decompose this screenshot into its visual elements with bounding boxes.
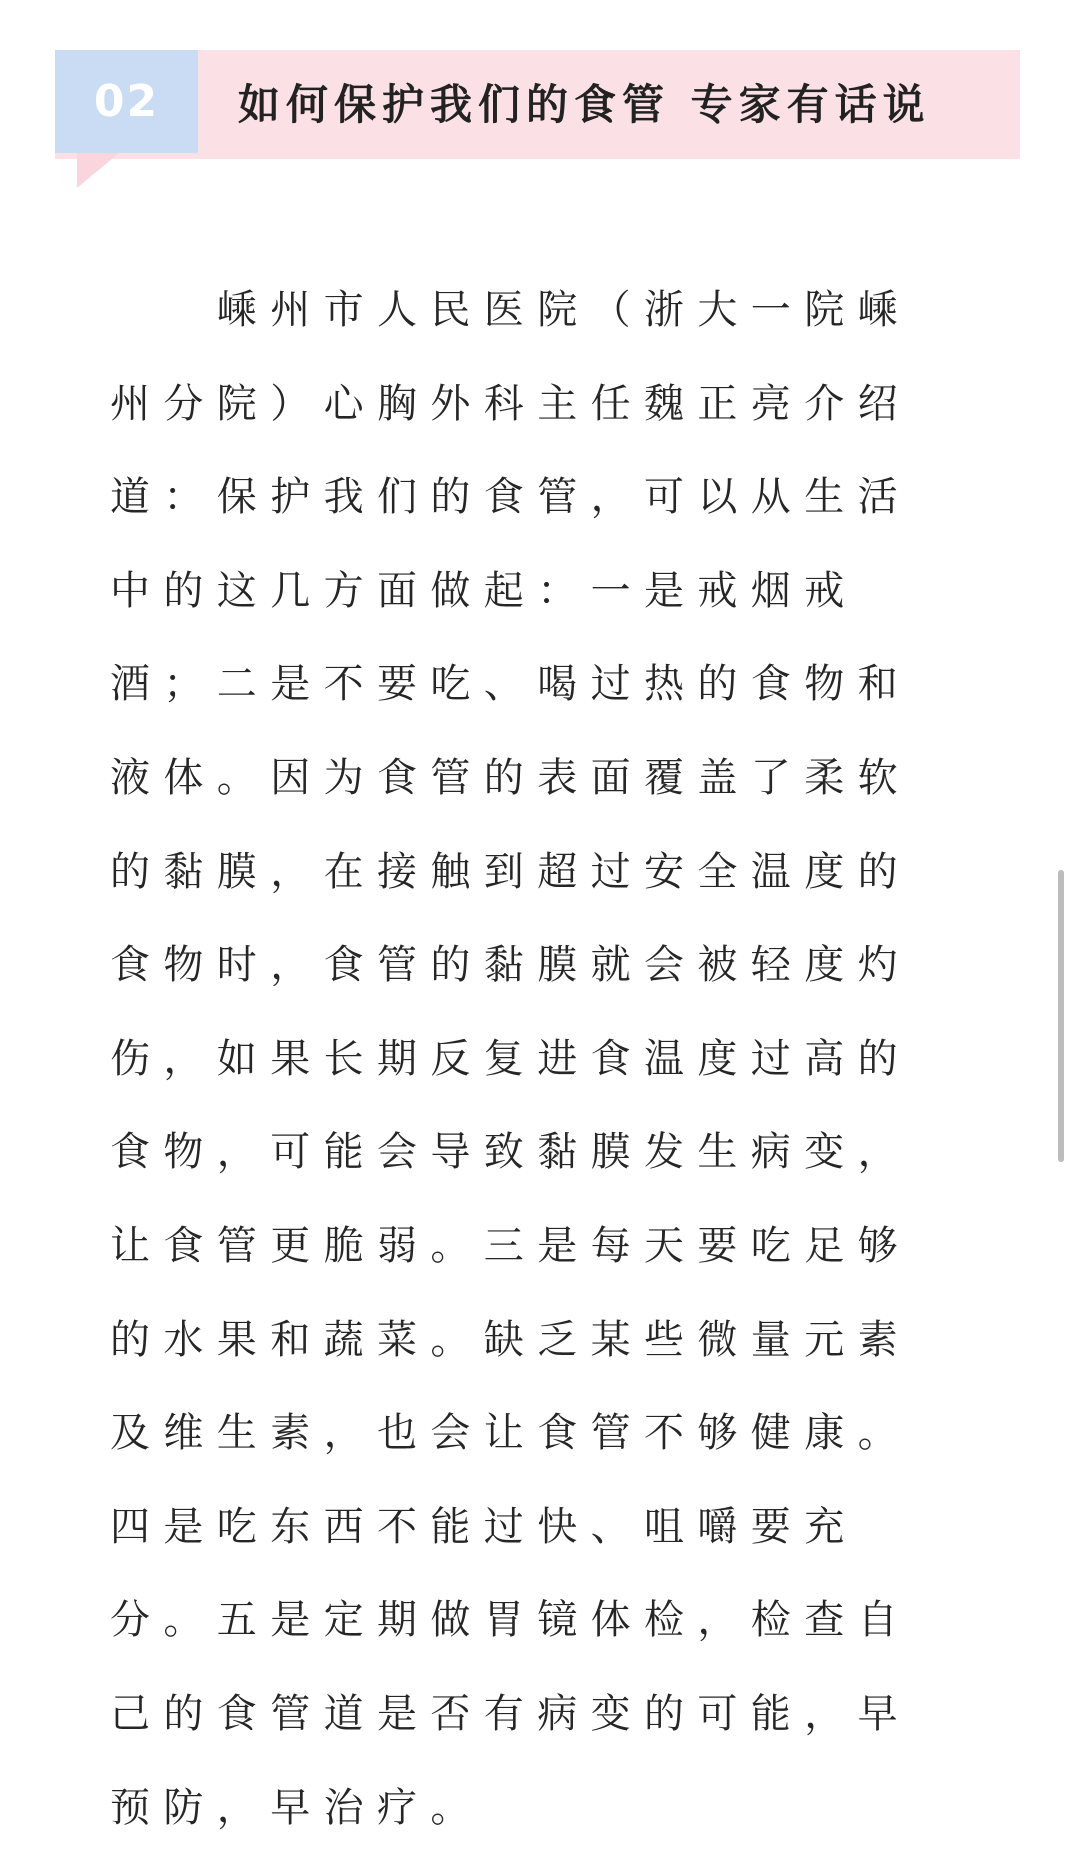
section-header: [55, 50, 1020, 159]
section-number-tail: [77, 153, 119, 188]
section-title: 如何保护我们的食管 专家有话说: [238, 80, 931, 129]
article-paragraph: 嵊州市人民医院（浙大一院嵊州分院）心胸外科主任魏正亮介绍道：保护我们的食管，可以从生活中的这几方面做起：一是戒烟戒酒；二是不要吃、喝过热的食物和液体。因为食管的表面覆盖了柔软的黏膜，在接触到超过安全温度的食物时，食管的黏膜就会被轻度灼伤，如果长期反复进食温度过高的食物，可能会导致黏膜发生病变，让食管更脆弱。三是每天要吃足够的水果和蔬菜。缺乏某些微量元素及维生素，也会让食管不够健康。四是吃东西不能过快、咀嚼要充分。五是定期做胃镜体检，检查自己的食管道是否有病变的可能，早预防，早治疗。: [110, 287, 911, 1831]
section-number: 02: [93, 76, 160, 127]
scrollbar-thumb[interactable]: [1058, 870, 1064, 1162]
section-number-badge: [55, 50, 198, 153]
